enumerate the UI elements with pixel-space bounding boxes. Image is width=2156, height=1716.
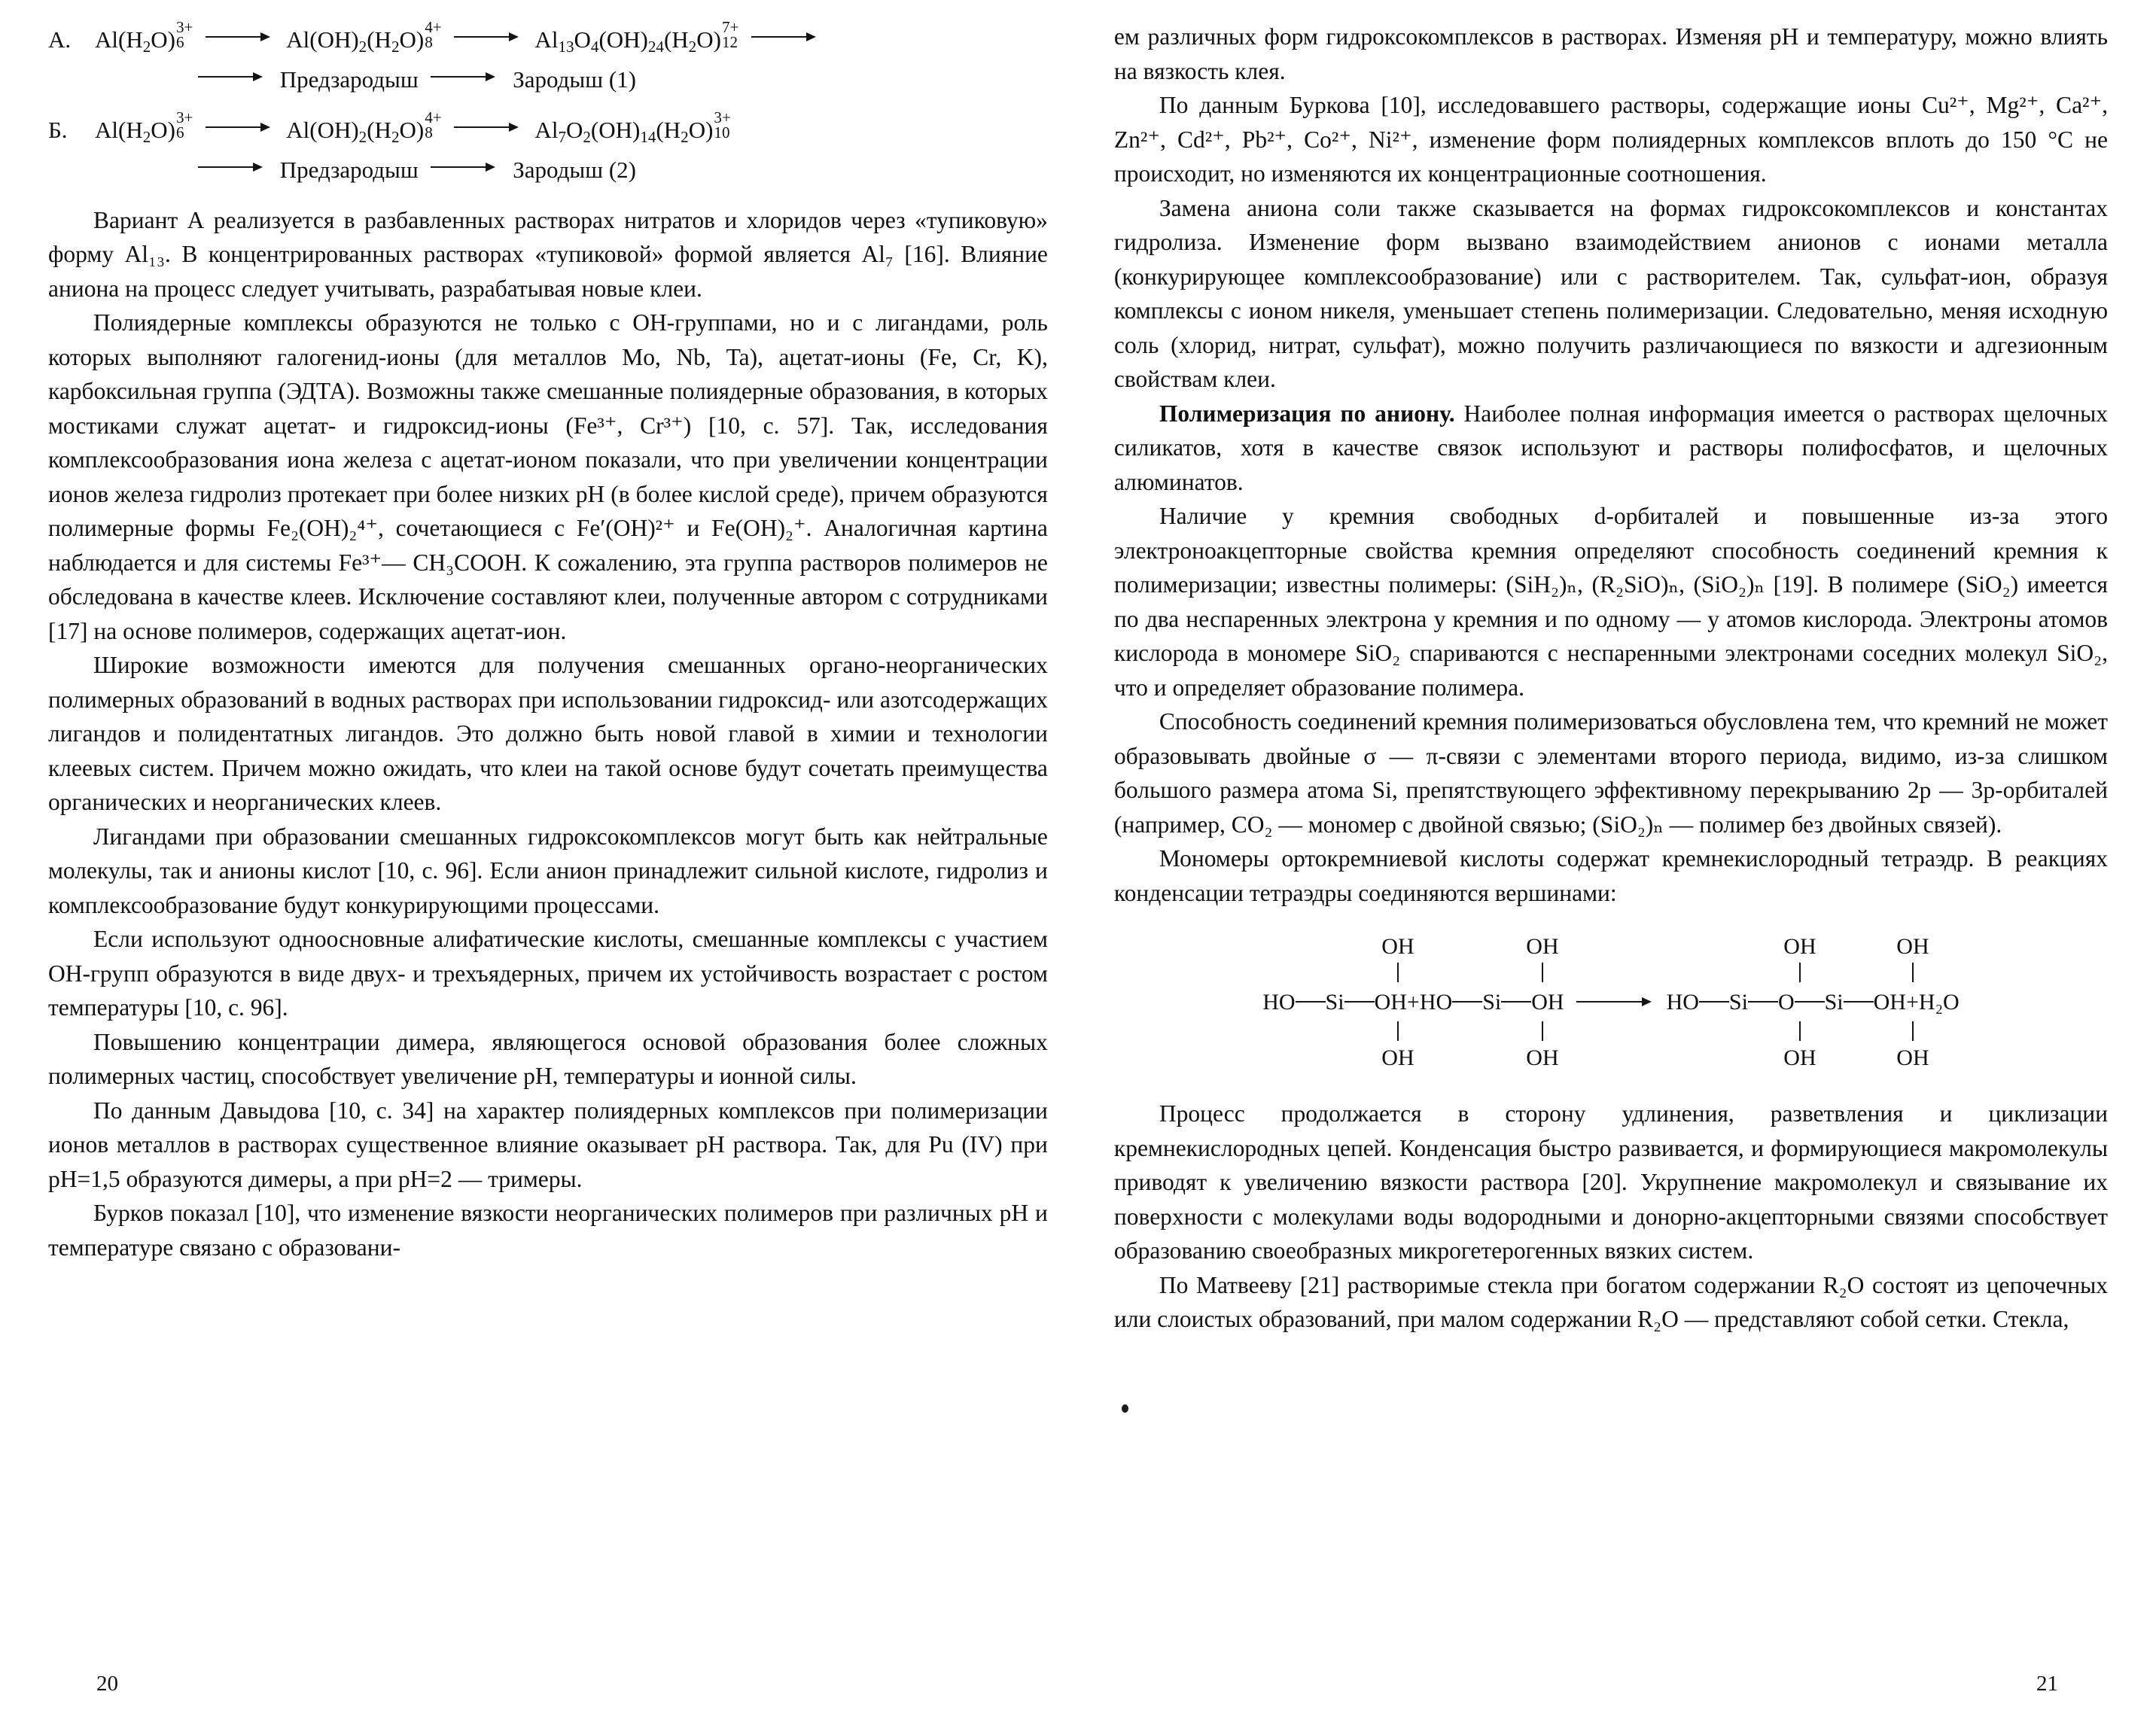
scheme-b-line1: Б. $Al(H_2O)$ 3+ 6 $Al(OH)_2(H_2O)$ 4+ 8 $Al_7O_2(OH)_{14}(H_2O)$ 3+ 10 xyxy=(48,108,731,146)
figure-bottom-oh-row xyxy=(1262,1041,1960,1074)
bond-vertical xyxy=(1397,1021,1399,1041)
arrow-icon xyxy=(751,31,821,43)
scheme-b-label: Б. xyxy=(48,116,68,143)
scheme-a-line2 xyxy=(48,63,1048,96)
bond-vertical xyxy=(1542,963,1543,982)
page-number-right: 21 xyxy=(2036,1672,2058,1696)
section-heading: Полимеризация по аниону. xyxy=(1159,400,1455,427)
oh-label: OH xyxy=(1381,933,1414,959)
arrow-icon xyxy=(431,161,500,173)
paragraph-continued: ем различных форм гидроксокомплексов в растворах. Изменяя pH и температуру, можно влиять на вязкость клея. xyxy=(1113,23,2108,84)
paragraph: Бурков показал [10], что изменение вязкости неорганических полимеров при различных pH и температуре связано с образовани- xyxy=(48,1200,1048,1261)
arrow-icon xyxy=(206,121,275,133)
oh-label: OH xyxy=(1381,1045,1414,1070)
right-page xyxy=(1078,20,2108,1716)
scheme-a-number: (1) xyxy=(608,65,637,93)
si-atom: Si xyxy=(1824,989,1844,1015)
oh-label: OH xyxy=(1526,1045,1559,1070)
ho-group: HO xyxy=(1262,989,1296,1015)
paragraph: По данным Давыдова [10, с. 34] на характер полиядерных комплексов при полимеризации ионов металлов в растворах существенное влияние оказывает pH раствора. Так, для Pu (IV) при pH=1,5 образуются димеры, а при pH=2 — тримеры. xyxy=(48,1097,1048,1192)
plus-sign: + xyxy=(1406,989,1420,1015)
scheme-a-term-zarodysh: Зародыш xyxy=(513,65,604,93)
arrow-icon xyxy=(454,121,523,133)
section-heading-continuation: Наиболее полная информация имеется о растворах щелочных силикатов, хотя в качестве связок используют и растворы полифосфатов, и щелочных алюминатов. xyxy=(1113,400,2108,495)
ho-group: HO xyxy=(1666,989,1699,1015)
bond-vertical xyxy=(1542,1021,1543,1041)
scheme-b-term-zarodysh: Зародыш xyxy=(513,156,604,183)
water-molecule: H₂O xyxy=(1918,989,1960,1015)
figure-top-oh-row xyxy=(1262,930,1960,963)
bond-horizontal xyxy=(1501,1001,1531,1003)
paragraph: По Матвееву [21] растворимые стекла при богатом содержании R₂O состоят из цепочечных или слоистых образований, при малом содержании R₂O — представляют собой сетки. Стекла, xyxy=(1113,1271,2108,1332)
figure-main-row xyxy=(1262,982,1960,1021)
paragraph: Полиядерные комплексы образуются не только с ОН-группами, но и с лигандами, роль которых выполняют галогенид-ионы (для металлов Mo, Nb, Ta), ацетат-ионы (Fe, Cr, K), карбоксильная группа (ЭДТА). Возможны также смешанные полиядерные образования, в которых мостиками служат ацетат- и гидроксид-ионы (Fe³⁺, Cr³⁺) [10, с. 57]. Так, исследования комплексообразования иона железа с ацетат-ионом показали, что при увеличении концентрации ионов железа гидролиз протекает при более низких pH (в более кислой среде), причем образуются полимерные формы Fe₂(OH)₂⁴⁺, сочетающиеся с Fe′(OH)²⁺ и Fe(OH)₂⁺. Аналогичная картина наблюдается и для системы Fe³⁺— CH₃COOH. К сожалению, эта группа растворов полимеров не обследована в качестве клеев. Исключение составляют клеи, полученные автором с сотрудниками [17] на основе полимеров, содержащих ацетат-ион. xyxy=(48,309,1048,644)
paragraph: Повышению концентрации димера, являющегося основой образования более сложных полимерных частиц, способствует увеличение pH, температуры и ионной силы. xyxy=(48,1028,1048,1090)
paragraph: Если используют одноосновные алифатические кислоты, смешанные комплексы с участием ОН-групп образуются в виде двух- и трехъядерных, причем их устойчивость возрастает с ростом температуры [10, с. 96]. xyxy=(48,926,1048,1021)
ink-spot xyxy=(1122,1404,1128,1413)
bond-horizontal xyxy=(1748,1001,1778,1003)
bond-horizontal xyxy=(1296,1001,1326,1003)
arrow-icon xyxy=(206,31,275,43)
scheme-a-term-prezarodysh: Предзародыш xyxy=(279,65,419,93)
paragraph: Способность соединений кремния полимеризоваться обусловлена тем, что кремний не может образовывать двойные σ — π-связи с элементами второго периода, видимо, из-за слишком большого размера атома Si, препятствующего эффективному перекрыванию 2p — 3p-орбиталей (например, CO₂ — мономер с двойной связью; (SiO₂)ₙ — полимер без двойных связей). xyxy=(1113,708,2108,838)
oh-label: OH xyxy=(1526,933,1559,959)
bridge-oxygen: O xyxy=(1777,989,1795,1015)
page-number-left: 20 xyxy=(96,1672,118,1696)
arrow-icon xyxy=(431,71,500,83)
right-page-body xyxy=(1114,20,2108,1337)
bond-horizontal xyxy=(1795,1001,1825,1003)
paragraph: Вариант А реализуется в разбавленных растворах нитратов и хлоридов через «тупиковую» форму Al₁₃. В концентрированных растворах «тупиковой» формой является Al₇ [16]. Влияние аниона на процесс следует учитывать, разрабатывая новые клеи. xyxy=(48,206,1048,302)
bond-vertical xyxy=(1799,963,1801,982)
scheme-a-line1: А. $Al(H_2O)$ 3+ 6 $Al(OH)_2(H_2O)$ 4+ 8 $Al_{13}O_4(OH)_{24}(H_2O)$ 7+ 12 xyxy=(48,20,1048,63)
bond-vertical xyxy=(1912,1021,1914,1041)
bond-horizontal xyxy=(1844,1001,1874,1003)
figure-top-bonds-row xyxy=(1262,963,1960,982)
figure-bottom-bonds-row xyxy=(1262,1021,1960,1041)
silicon-condensation-figure xyxy=(1114,930,2108,1074)
bond-vertical xyxy=(1912,963,1914,982)
bond-horizontal xyxy=(1344,1001,1375,1003)
arrow-icon xyxy=(198,161,267,173)
bond-vertical xyxy=(1397,963,1399,982)
oh-group: OH xyxy=(1873,989,1906,1015)
reaction-scheme-a xyxy=(48,20,1048,96)
paragraph: Наличие у кремния свободных d-орбиталей и повышенные из-за этого электроноакцепторные свойства кремния определяют способность соединений кремния к полимеризации; известны полимеры: (SiH₂)ₙ, (R₂SiO)ₙ, (SiO₂)ₙ [19]. В полимере (SiO₂) имеется по два неспаренных электрона у кремния и по одному — у атомов кислорода. Электроны атомов кислорода в мономере SiO₂ спариваются с неспаренными электронами соседних молекул SiO₂, что и определяет образование полимера. xyxy=(1113,503,2108,701)
oh-group: OH xyxy=(1374,989,1407,1015)
paragraph: Процесс продолжается в сторону удлинения, разветвления и циклизации кремнекислородных цепей. Конденсация быстро развивается, и формирующиеся макромолекулы приводят к увеличению вязкости раствора [20]. Укрупнение макромолекул и связывание их поверхности с молекулами воды водородными и донорно-акцепторными связями способствует образованию своеобразных микрогетерогенных вязких систем. xyxy=(1113,1100,2108,1264)
paragraph: Лигандами при образовании смешанных гидроксокомплексов могут быть как нейтральные молекулы, так и анионы кислот [10, с. 96]. Если анион принадлежит сильной кислоте, гидролиз и комплексообразование будут конкурирующими процессами. xyxy=(48,823,1048,918)
left-page xyxy=(48,20,1078,1716)
oh-label: OH xyxy=(1783,1045,1816,1070)
arrow-icon xyxy=(198,71,267,83)
scheme-b-term-prezarodysh: Предзародыш xyxy=(279,156,419,183)
plus-sign: + xyxy=(1905,989,1919,1015)
section-paragraph xyxy=(1114,397,2108,500)
left-page-body xyxy=(48,203,1048,1265)
bond-vertical xyxy=(1799,1021,1801,1041)
paragraph: Мономеры ортокремниевой кислоты содержат кремнекислородный тетраэдр. В реакциях конденсации тетраэдры соединяются вершинами: xyxy=(1113,845,2108,906)
si-atom: Si xyxy=(1728,989,1748,1015)
paragraph: Широкие возможности имеются для получения смешанных органо-неорганических полимерных образований в водных растворах при использовании гидроксид- или азотсодержащих лигандов и полидентатных лигандов. Это должно быть новой главой в химии и технологии клеевых систем. Причем можно ожидать, что клеи на такой основе будут сочетать преимущества органических и неорганических клеев. xyxy=(48,652,1048,816)
scheme-b-number: (2) xyxy=(608,156,637,183)
paragraph: Замена аниона соли также сказывается на формах гидроксокомплексов и константах гидролиза. Изменение форм вызвано взаимодействием анионов с ионами металла (конкурирующее комплексообразование) или с растворителем. Так, сульфат-ион, образуя комплексы с ионом никеля, уменьшает степень полимеризации. Следовательно, меняя исходную соль (хлорид, нитрат, сульфат), можно получить различающиеся по вязкости и адгезионным свойствам клеи. xyxy=(1113,194,2108,392)
bond-horizontal xyxy=(1699,1001,1729,1003)
oh-group: OH xyxy=(1531,989,1564,1015)
arrow-icon xyxy=(454,31,523,43)
oh-label: OH xyxy=(1896,933,1929,959)
ho-group: HO xyxy=(1419,989,1453,1015)
si-atom: Si xyxy=(1325,989,1344,1015)
oh-label: OH xyxy=(1896,1045,1929,1070)
si-atom: Si xyxy=(1482,989,1502,1015)
arrow-icon xyxy=(1576,996,1655,1008)
scheme-b-line2 xyxy=(48,154,1048,187)
oh-label: OH xyxy=(1783,933,1816,959)
bond-horizontal xyxy=(1452,1001,1482,1003)
reaction-scheme-b xyxy=(48,110,1048,187)
scheme-a-label: А. xyxy=(48,26,72,53)
paragraph: По данным Буркова [10], исследовавшего растворы, содержащие ионы Cu²⁺, Mg²⁺, Ca²⁺, Zn²⁺, Cd²⁺, Pb²⁺, Co²⁺, Ni²⁺, изменение форм полиядерных комплексов вплоть до 150 °C не происходит, но изменяются их концентрационные соотношения. xyxy=(1113,92,2108,187)
